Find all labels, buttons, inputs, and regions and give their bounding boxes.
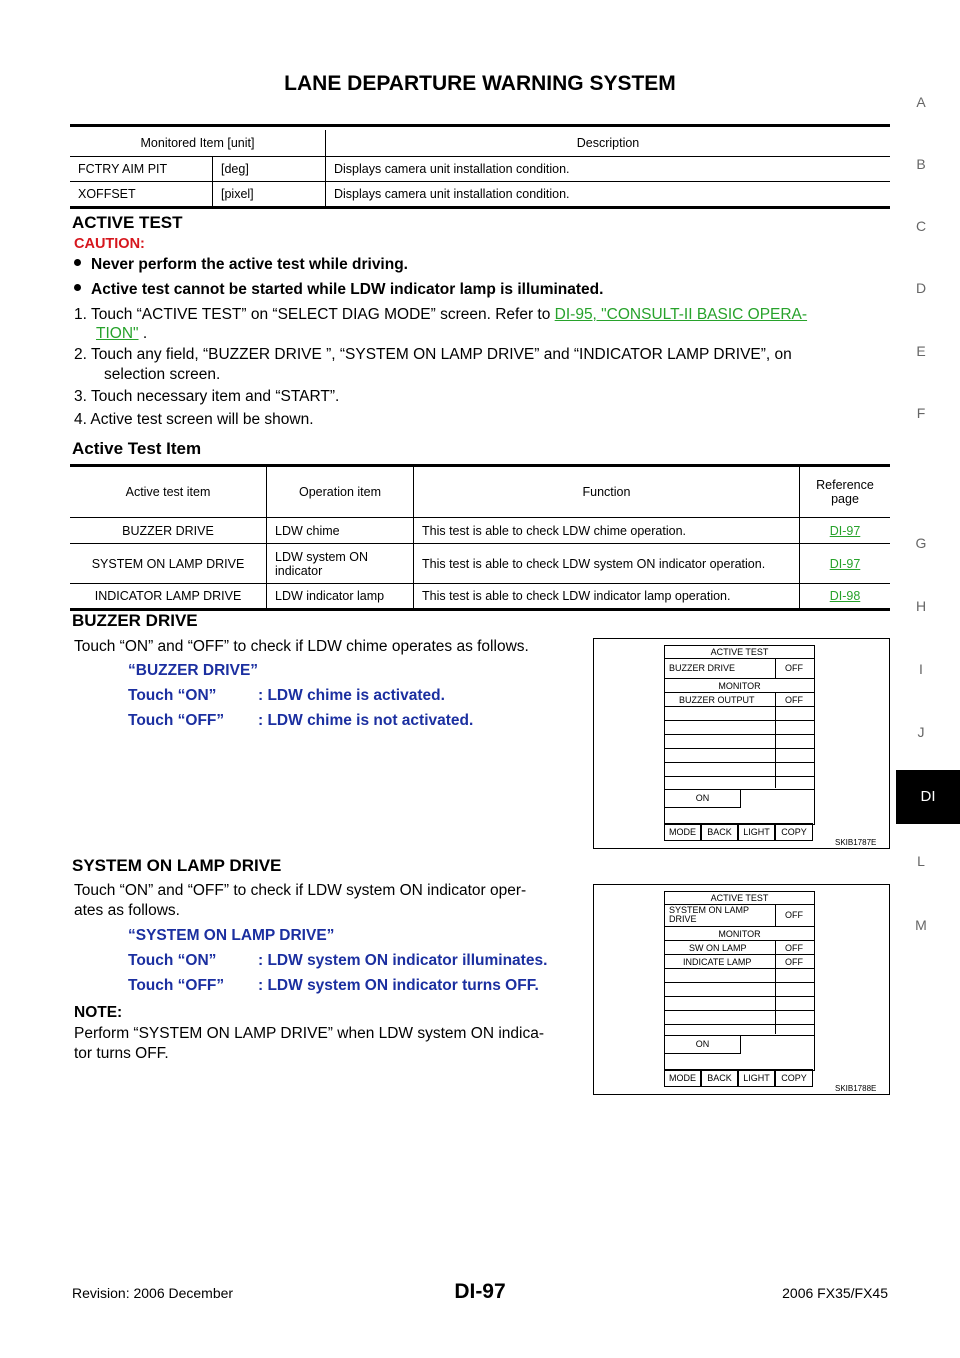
section-tab-m[interactable]: M: [915, 917, 927, 933]
system-on-lamp-figure: [593, 884, 890, 1095]
step-2: 2. Touch any field, “BUZZER DRIVE ”, “SYSTEM ON LAMP DRIVE” and “INDICATOR LAMP DRIVE”, on: [74, 346, 792, 363]
buzzer-off-key: Touch “OFF”: [128, 712, 225, 729]
section-tab-g[interactable]: G: [915, 535, 927, 551]
reference-link[interactable]: DI-97: [829, 556, 861, 571]
back-button[interactable]: BACK: [701, 823, 738, 841]
table-row: FCTRY AIM PIT [deg] Displays camera unit installation condition.: [70, 156, 890, 181]
step-1-cont: TION" .: [96, 325, 148, 342]
buzzer-on-key: Touch “ON”: [128, 687, 217, 704]
sys-lamp-on-result: : LDW system ON indicator illuminates.: [258, 952, 548, 969]
buzzer-drive-heading: BUZZER DRIVE: [72, 611, 198, 630]
table-row: XOFFSET [pixel] Displays camera unit installation condition.: [70, 181, 890, 207]
section-tab-h[interactable]: H: [915, 598, 927, 614]
sys-lamp-label: “SYSTEM ON LAMP DRIVE”: [128, 927, 335, 944]
section-tab-c[interactable]: C: [915, 218, 927, 234]
buzzer-off-result: : LDW chime is not activated.: [258, 712, 474, 729]
light-button[interactable]: LIGHT: [738, 1069, 775, 1087]
bullet-icon: [74, 259, 81, 266]
note-text: Perform “SYSTEM ON LAMP DRIVE” when LDW system ON indica-: [74, 1025, 544, 1042]
light-button[interactable]: LIGHT: [738, 823, 775, 841]
col-active-test-item: Active test item: [70, 466, 267, 518]
copy-button[interactable]: COPY: [775, 823, 813, 841]
section-tab-l[interactable]: L: [917, 853, 925, 869]
col-function: Function: [414, 466, 800, 518]
back-button[interactable]: BACK: [701, 1069, 738, 1087]
buzzer-intro: Touch “ON” and “OFF” to check if LDW chime operates as follows.: [74, 638, 529, 655]
table-row: SYSTEM ON LAMP DRIVE LDW system ON indicator This test is able to check LDW system ON indicator operation. DI-97: [70, 544, 890, 584]
step-4: 4. Active test screen will be shown.: [74, 411, 314, 428]
sys-lamp-off-result: : LDW system ON indicator turns OFF.: [258, 977, 539, 994]
sys-lamp-on-key: Touch “ON”: [128, 952, 217, 969]
on-area: [664, 789, 815, 825]
section-tab-j[interactable]: J: [917, 724, 925, 740]
reference-link[interactable]: DI-97: [829, 523, 861, 538]
caution-item: Never perform the active test while driving.: [74, 256, 408, 274]
footer-page-number: DI-97: [454, 1280, 506, 1303]
table-row: BUZZER DRIVE LDW chime This test is able to check LDW chime operation. DI-97: [70, 518, 890, 544]
reference-link[interactable]: DI-98: [829, 589, 861, 603]
sys-lamp-off-key: Touch “OFF”: [128, 977, 225, 994]
buzzer-label: “BUZZER DRIVE”: [128, 662, 259, 679]
caution-label: CAUTION:: [74, 236, 145, 252]
system-on-lamp-heading: SYSTEM ON LAMP DRIVE: [72, 856, 282, 875]
active-test-item-table: [70, 464, 890, 611]
section-tab-b[interactable]: B: [916, 156, 926, 172]
consult-basic-operation-link[interactable]: DI-95, "CONSULT-II BASIC OPERA-: [554, 306, 808, 323]
on-button[interactable]: ON: [665, 1036, 741, 1054]
section-tab-d[interactable]: D: [915, 280, 927, 296]
buzzer-on-result: : LDW chime is activated.: [258, 687, 445, 704]
footer-revision: Revision: 2006 December: [72, 1285, 234, 1301]
consult-basic-operation-link[interactable]: TION": [96, 325, 139, 342]
figure-code: SKIB1787E: [835, 838, 877, 847]
on-button[interactable]: ON: [665, 790, 741, 808]
page-title: LANE DEPARTURE WARNING SYSTEM: [284, 72, 676, 95]
step-1: 1. Touch “ACTIVE TEST” on “SELECT DIAG MODE” screen. Refer to DI-95, "CONSULT-II BASIC OPERA-: [74, 306, 808, 323]
step-3: 3. Touch necessary item and “START”.: [74, 388, 340, 405]
caution-item: Active test cannot be started while LDW indicator lamp is illuminated.: [74, 281, 603, 299]
step-2-cont: selection screen.: [104, 366, 221, 383]
buzzer-drive-figure: [593, 638, 890, 849]
sys-lamp-intro: Touch “ON” and “OFF” to check if LDW system ON indicator oper-: [74, 882, 527, 899]
mode-button[interactable]: MODE: [664, 1069, 701, 1087]
col-monitored-item: Monitored Item [unit]: [140, 135, 255, 150]
section-tab-di[interactable]: DI: [896, 770, 960, 824]
section-tab-e[interactable]: E: [916, 343, 926, 359]
lcd-screen: ACTIVE TEST BUZZER DRIVE OFF MONITOR BUZZER OUTPUT OFF: [664, 645, 815, 791]
sys-lamp-intro-cont: ates as follows.: [74, 902, 180, 919]
figure-code: SKIB1788E: [835, 1084, 877, 1093]
copy-button[interactable]: COPY: [775, 1069, 813, 1087]
on-area: [664, 1035, 815, 1071]
active-test-heading: ACTIVE TEST: [72, 213, 183, 232]
active-test-item-heading: Active Test Item: [72, 439, 202, 458]
bullet-icon: [74, 284, 81, 291]
table-row: INDICATOR LAMP DRIVE LDW indicator lamp This test is able to check LDW indicator lamp operation. DI-98: [70, 584, 890, 610]
col-description: Description: [326, 130, 891, 156]
col-operation-item: Operation item: [267, 466, 414, 518]
section-tab-i[interactable]: I: [919, 661, 923, 677]
section-tab-f[interactable]: F: [916, 405, 926, 421]
col-reference-page: Reference page: [800, 466, 891, 518]
monitor-table: [70, 130, 890, 209]
section-tab-a[interactable]: A: [916, 94, 926, 110]
lcd-screen: ACTIVE TEST SYSTEM ON LAMP DRIVE OFF MONITOR SW ON LAMP OFF INDICATE LAMP OFF: [664, 891, 815, 1037]
top-rule: [70, 124, 890, 127]
mode-button[interactable]: MODE: [664, 823, 701, 841]
note-label: NOTE:: [74, 1004, 123, 1021]
note-text-cont: tor turns OFF.: [74, 1045, 169, 1062]
footer-model: 2006 FX35/FX45: [782, 1285, 888, 1301]
